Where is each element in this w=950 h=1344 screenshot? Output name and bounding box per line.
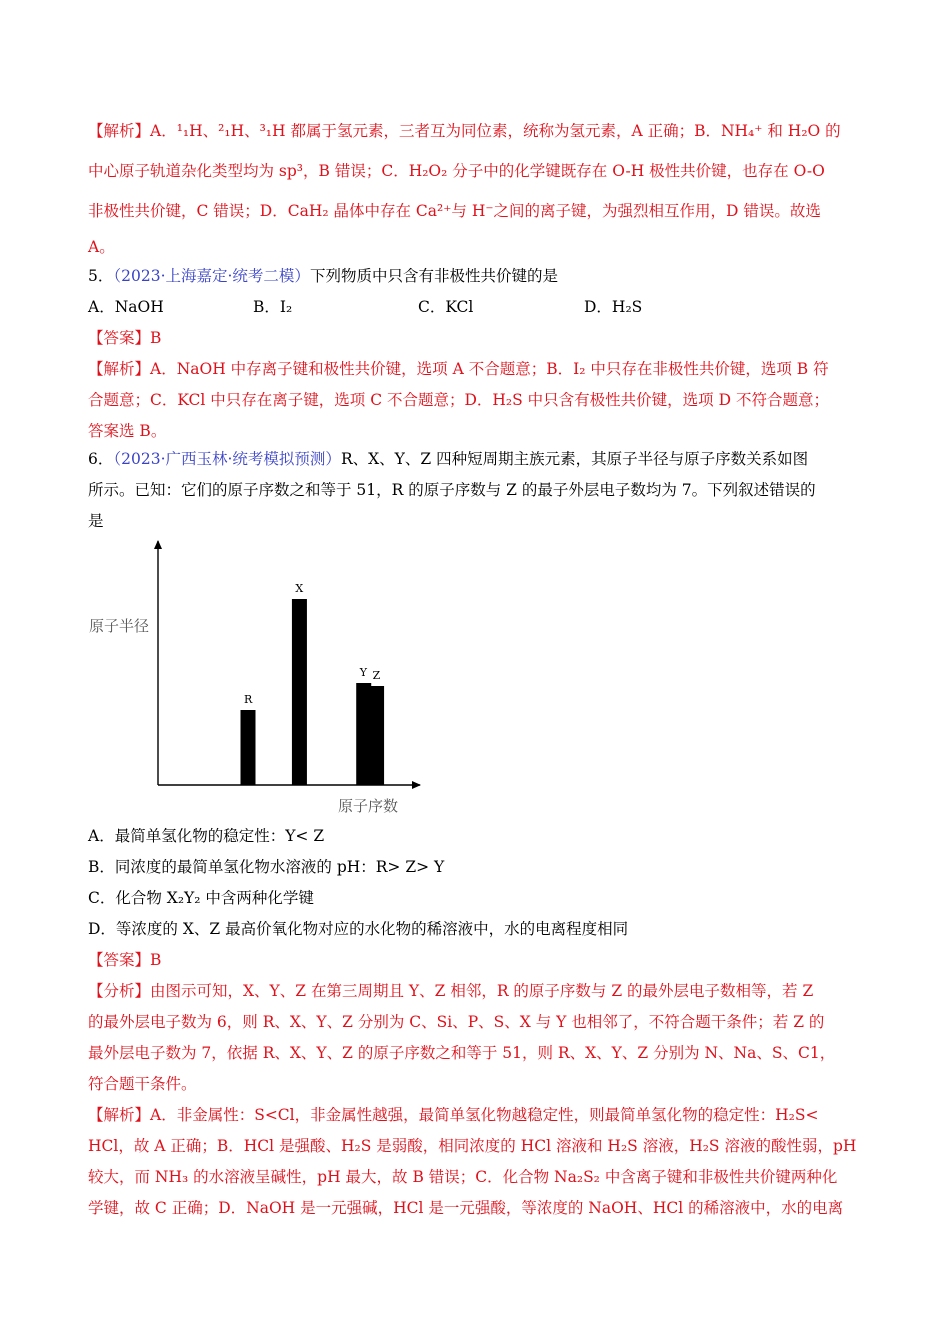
option-b: B．同浓度的最简单氢化物水溶液的 pH：R> Z> Y (88, 858, 445, 876)
question-stem: 下列物质中只含有非极性共价键的是 (309, 267, 558, 285)
option-d: D．H₂S (584, 298, 643, 316)
bar-X (292, 599, 307, 785)
question-6-stem-line: 是 (88, 512, 104, 530)
question-number: 5． (88, 267, 114, 285)
intro-analysis (88, 116, 860, 263)
question-stem: R、X、Y、Z 四种短周期主族元素，其原子半径与原子序数关系如图 (340, 450, 809, 468)
x-axis-label: 原子序数 (338, 797, 399, 815)
intro-analysis-line: 中心原子轨道杂化类型均为 sp³，B 错误；C．H₂O₂ 分子中的化学键既存在 O-H 极性共价键，也存在 O-O (88, 162, 825, 180)
intro-analysis-line: 非极性共价键，C 错误；D．CaH₂ 晶体中存在 Ca²⁺与 H⁻之间的离子键，为强烈相互作用，D 错误。故选 (88, 202, 821, 220)
bar-R (241, 710, 256, 785)
question-6-stem-line: 所示。已知：它们的原子序数之和等于 51，R 的原子序数与 Z 的最子外层电子数均为 7。下列叙述错误的 (88, 481, 816, 499)
question-6-body (88, 821, 860, 1224)
question-6-analysis-line: 学键，故 C 正确；D．NaOH 是一元强碱，HCl 是一元强酸，等浓度的 NaOH、HCl 的稀溶液中，水的电离 (88, 1199, 844, 1217)
option-d: D．等浓度的 X、Z 最高价氧化物对应的水化物的稀溶液中，水的电离程度相同 (88, 920, 629, 938)
question-5-analysis-line: 合题意；C．KCl 中只存在离子键，选项 C 不合题意；D．H₂S 中只含有极性共价键，选项 D 不符合题意； (88, 391, 829, 409)
question-6-stem-line (88, 444, 860, 475)
question-5-answer: 【答案】B (88, 329, 162, 347)
bar-label-R: R (244, 693, 253, 706)
question-6-analysis-line: 【解析】A．非金属性：S<Cl，非金属性越强，最简单氢化物越稳定性，则最简单氢化物的稳定性：H₂S< (88, 1106, 819, 1124)
question-5-options (88, 292, 860, 323)
option-a: A．NaOH (88, 298, 164, 316)
bar-label-Z: Z (372, 669, 381, 682)
question-6-fenxi-line: 符合题干条件。 (88, 1075, 197, 1093)
question-5-analysis-line: 答案选 B。 (88, 422, 167, 440)
question-6-analysis-line: HCl，故 A 正确；B．HCl 是强酸、H₂S 是弱酸，相同浓度的 HCl 溶液和 H₂S 溶液，H₂S 溶液的酸性弱，pH (88, 1137, 857, 1155)
question-number: 6． (88, 450, 114, 468)
bar-Y (356, 683, 371, 785)
option-c: C．KCl (418, 298, 474, 316)
question-6-analysis-line: 较大，而 NH₃ 的水溶液呈碱性，pH 最大，故 B 错误；C．化合物 Na₂S₂ 中含离子键和非极性共价键两种化 (88, 1168, 838, 1186)
y-axis-label: 原子半径 (89, 617, 150, 635)
question-source: （2023·上海嘉定·统考二模） (113, 267, 310, 285)
question-6 (88, 444, 860, 537)
question-6-fenxi-line: 的最外层电子数为 6，则 R、X、Y、Z 分别为 C、Si、P、S、X 与 Y 也相邻了，不符合题干条件；若 Z 的 (88, 1013, 825, 1031)
question-6-fenxi-line: 最外层电子数为 7，依据 R、X、Y、Z 的原子序数之和等于 51，则 R、X、Y、Z 分别为 N、Na、S、C1， (88, 1044, 836, 1062)
bar-label-Y: Y (359, 666, 367, 679)
option-b: B．I₂ (253, 298, 293, 316)
option-c: C．化合物 X₂Y₂ 中含两种化学键 (88, 889, 314, 907)
question-6-fenxi-line: 【分析】由图示可知，X、Y、Z 在第三周期且 Y、Z 相邻，R 的原子序数与 Z 的最外层电子数相等，若 Z (88, 982, 814, 1000)
question-6-answer: 【答案】B (88, 951, 162, 969)
radius-chart-svg (88, 535, 448, 820)
intro-analysis-line: A。 (88, 238, 115, 256)
question-source: （2023·广西玉林·统考模拟预测） (113, 450, 341, 468)
question-5-analysis-line: 【解析】A．NaOH 中存离子键和极性共价键，选项 A 不合题意；B．I₂ 中只存在非极性共价键，选项 B 符 (88, 360, 829, 378)
bars-group (241, 582, 385, 785)
radius-chart (88, 535, 448, 820)
intro-analysis-line: 【解析】A．¹₁H、²₁H、³₁H 都属于氢元素，三者互为同位素，统称为氢元素，A 正确；B．NH₄⁺ 和 H₂O 的 (88, 122, 841, 140)
question-5 (88, 261, 860, 447)
bar-Z (369, 686, 384, 785)
bar-label-X: X (295, 582, 304, 595)
option-a: A．最简单氢化物的稳定性：Y< Z (88, 827, 325, 845)
question-5-stem (88, 261, 860, 292)
